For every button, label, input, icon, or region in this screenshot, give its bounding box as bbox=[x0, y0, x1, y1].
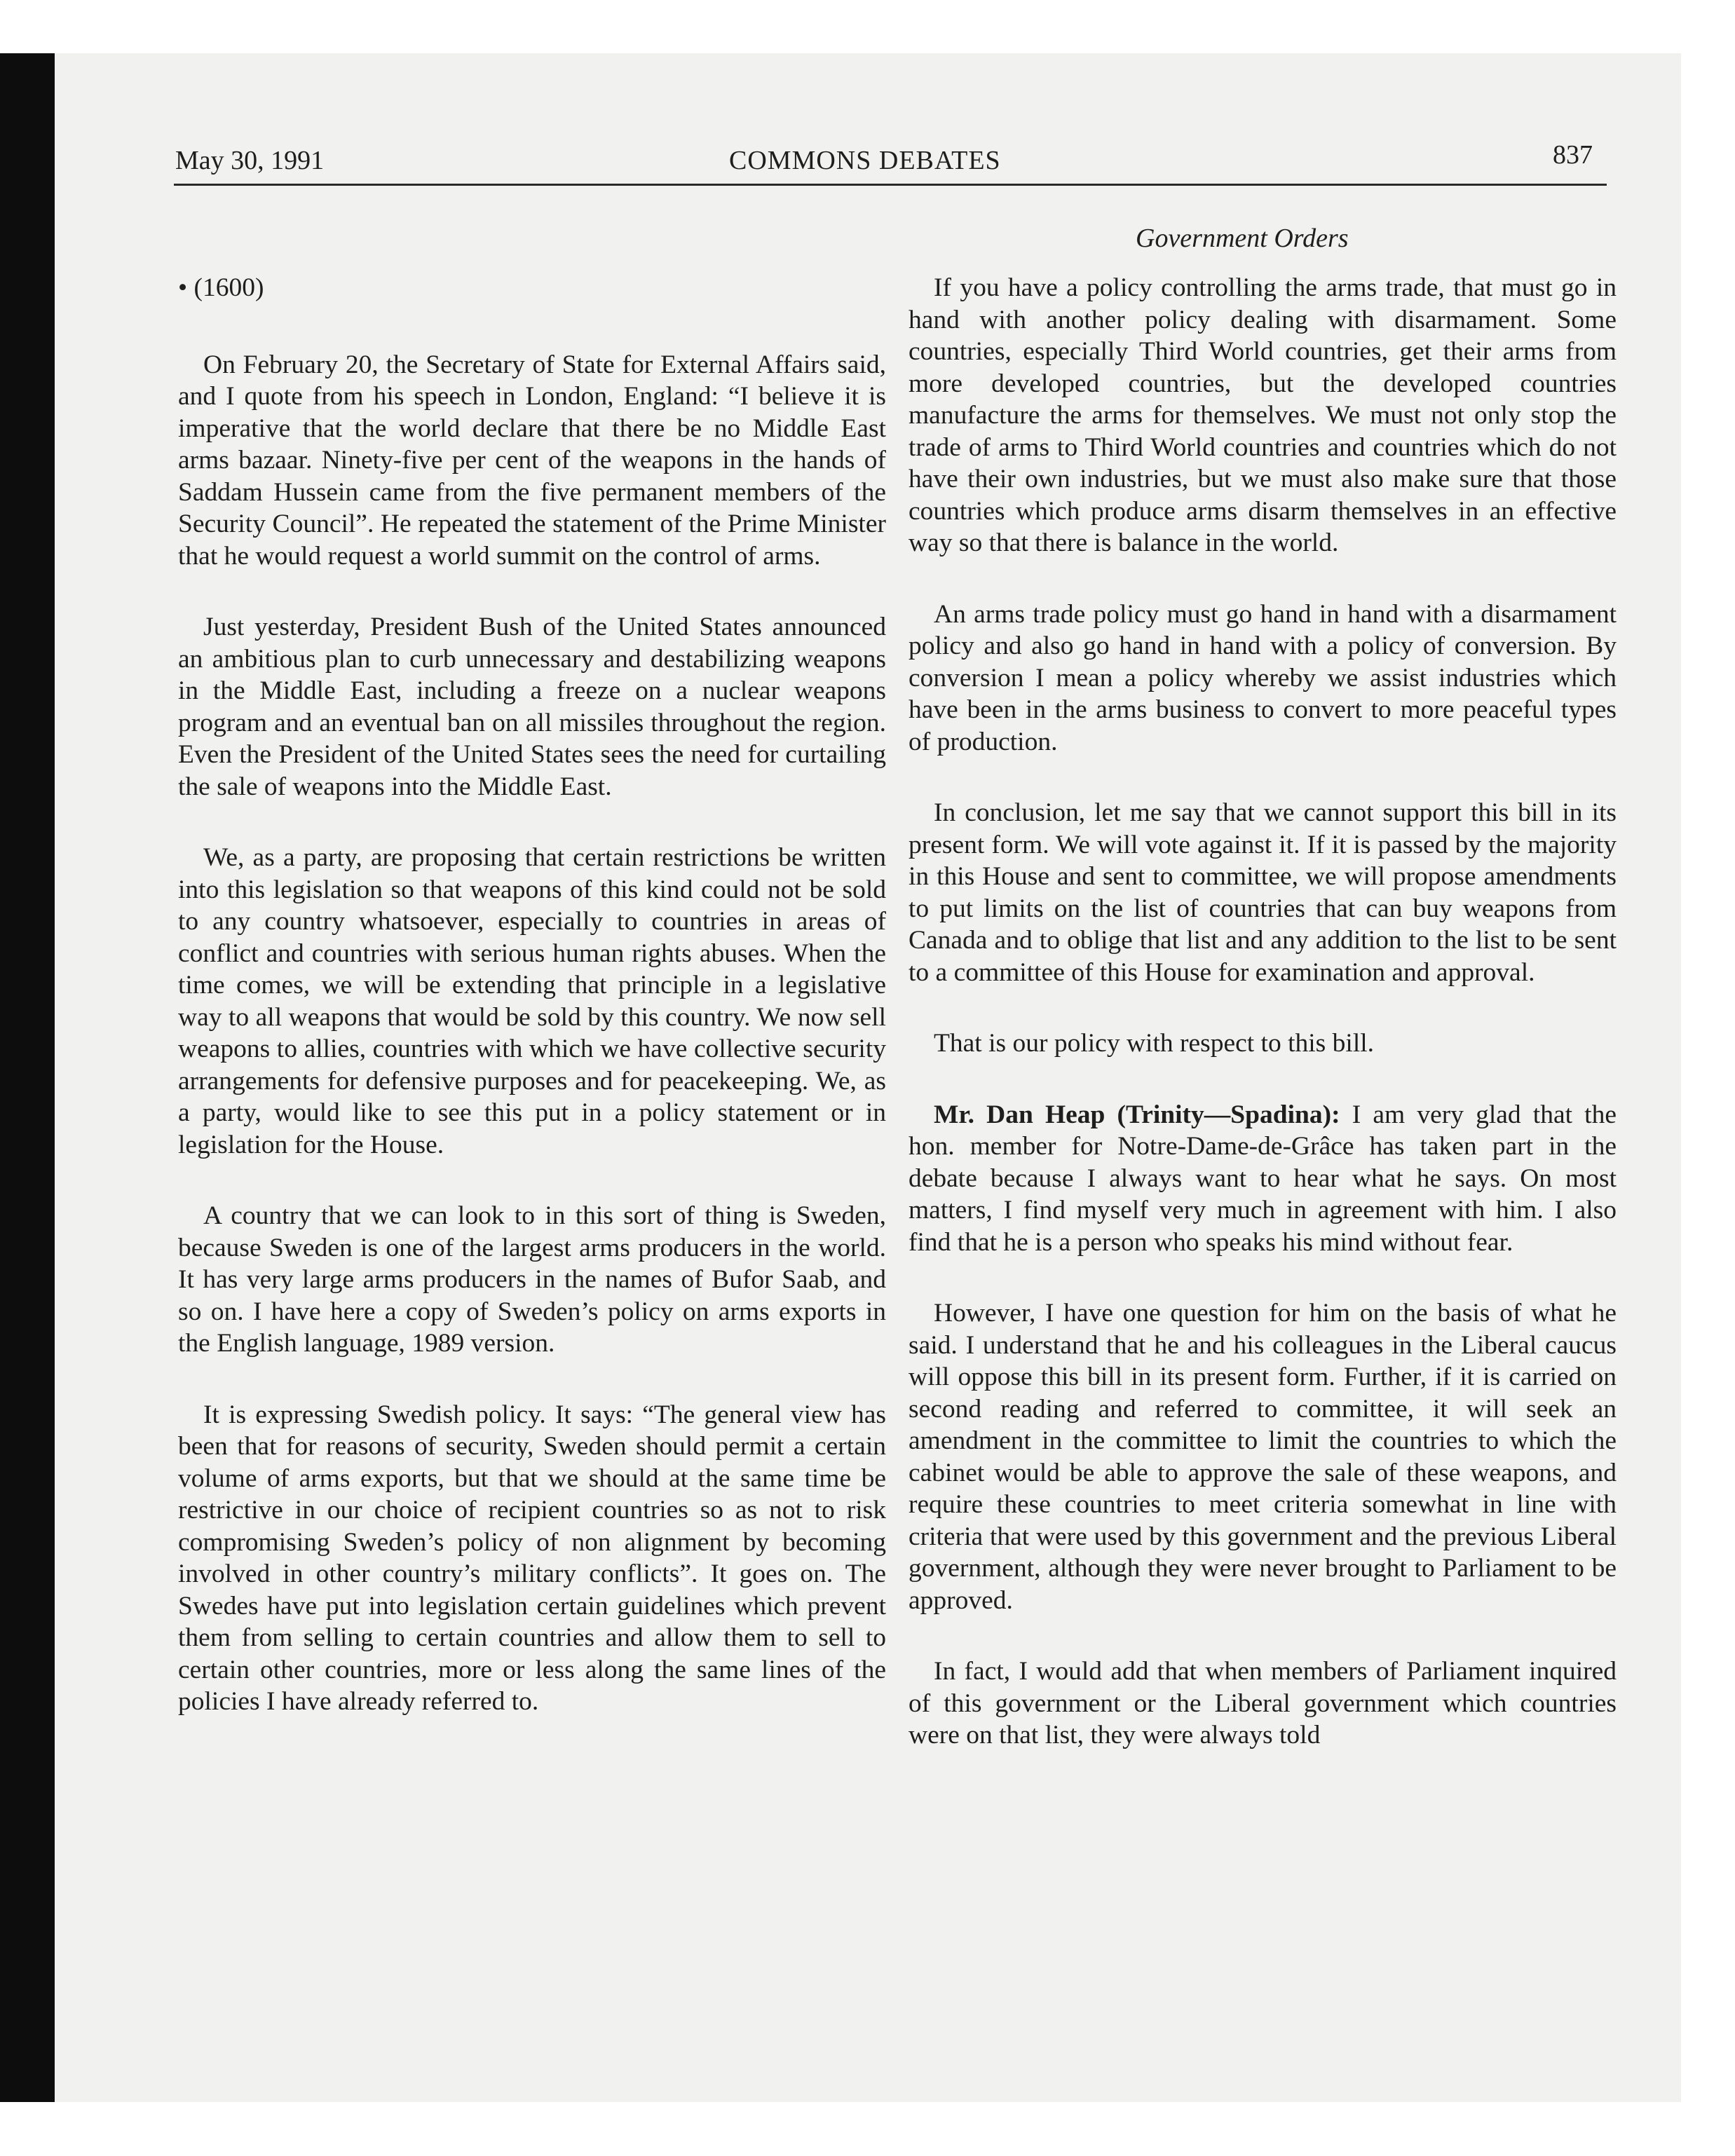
paragraph: It is expressing Swedish policy. It says: “The general view has been that for reasons of security, Sweden should permit a certain volume of arms exports, but that we should at the same time be restrictive in our choice of recipient countries so as not to risk compromising Sweden’s policy of non alignment by becoming involved in other country’s military conflicts”. It goes on. The Swedes have put into legislation certain guidelines which prevent them from selling to certain countries and allow them to sell to certain other countries, more or less along the same lines of the policies I have already referred to. bbox=[178, 1400, 886, 1716]
paragraph: That is our policy with respect to this bill. bbox=[934, 1029, 1375, 1058]
header-rule bbox=[174, 184, 1607, 186]
left-column bbox=[178, 272, 886, 1757]
paragraph: In fact, I would add that when members of Parliament inquired of this government or the Liberal government which countries were on that list, they were always told bbox=[909, 1657, 1617, 1749]
speaker-paragraph bbox=[909, 1099, 1617, 1259]
paragraph: Just yesterday, President Bush of the United States announced an ambitious plan to curb unnecessary and destabilizing weapons in the Middle East, including a freeze on a nuclear weapons program and an eventual ban on all missiles throughout the region. Even the President of the United States sees the need for curtailing the sale of weapons into the Middle East. bbox=[178, 613, 886, 801]
right-column bbox=[909, 272, 1617, 1791]
section-label: Government Orders bbox=[1136, 224, 1349, 253]
paragraph: In conclusion, let me say that we cannot support this bill in its present form. We will vote against it. If it is passed by the majority in this House and sent to committee, we will propose amendments to put limits on the list of countries that can buy weapons from Canada and to oblige that list and any addition to the list to be sent to a committee of this House for examination and approval. bbox=[909, 798, 1617, 987]
header-title: COMMONS DEBATES bbox=[729, 146, 1001, 175]
time-marker: • (1600) bbox=[178, 273, 264, 302]
page-number: 837 bbox=[1553, 140, 1593, 170]
paragraph: On February 20, the Secretary of State for External Affairs said, and I quote from his speech in London, England: “I believe it is imperative that the world declare that there be no Middle East arms bazaar. Ninety-five per cent of the weapons in the hands of Saddam Hussein came from the five permanent members of the Security Council”. He repeated the statement of the Prime Minister that he would request a world summit on the control of arms. bbox=[178, 350, 886, 571]
speaker-text: I am very glad that the hon. member for Notre-Dame-de-Grâce has taken part in the debate because I always want to hear what he says. On most matters, I find myself very much in agreement with him. I also find that he is a person who speaks his mind without fear. bbox=[909, 1100, 1617, 1257]
paragraph: An arms trade policy must go hand in hand with a disarmament policy and also go hand in hand with a policy of conversion. By conversion I mean a policy whereby we assist industries which have been in the arms business to convert to more peaceful types of production. bbox=[909, 599, 1617, 756]
scan-edge bbox=[0, 53, 55, 2102]
paragraph: If you have a policy controlling the arms trade, that must go in hand with another policy dealing with disarmament. Some countries, especially Third World countries, get their arms from more developed countries, but the developed countries manufacture the arms for themselves. We must not only stop the trade of arms to Third World countries and countries which do not have their own industries, but we must also make sure that those countries which produce arms disarm themselves in an effective way so that there is balance in the world. bbox=[909, 273, 1617, 557]
paragraph: However, I have one question for him on the basis of what he said. I understand that he and his colleagues in the Liberal caucus will oppose this bill in its present form. Further, if it is carried on second reading and referred to committee, it will seek an amendment in the committee to limit the countries to which the cabinet would be able to approve the sale of these weapons, and require these countries to meet criteria somewhat in line with criteria that were used by this government and the previous Liberal government, although they were never brought to Parliament to be approved. bbox=[909, 1299, 1617, 1615]
speaker-name: Mr. Dan Heap (Trinity—Spadina): bbox=[934, 1100, 1340, 1129]
paragraph: We, as a party, are proposing that certain restrictions be written into this legislation so that weapons of this kind could not be sold to any country whatsoever, especially to countries in areas of conflict and countries with serious human rights abuses. When the time comes, we will be extending that principle in a legislative way to all weapons that would be sold by this country. We now sell weapons to allies, countries with which we have collective security arrangements for defensive purposes and for peacekeeping. We, as a party, would like to see this put in a policy statement or in legislation for the House. bbox=[178, 843, 886, 1159]
paragraph: A country that we can look to in this sort of thing is Sweden, because Sweden is one of the largest arms producers in the world. It has very large arms producers in the names of Bufor Saab, and so on. I have here a copy of Sweden’s policy on arms exports in the English language, 1989 version. bbox=[178, 1201, 886, 1358]
header-date: May 30, 1991 bbox=[175, 146, 325, 175]
